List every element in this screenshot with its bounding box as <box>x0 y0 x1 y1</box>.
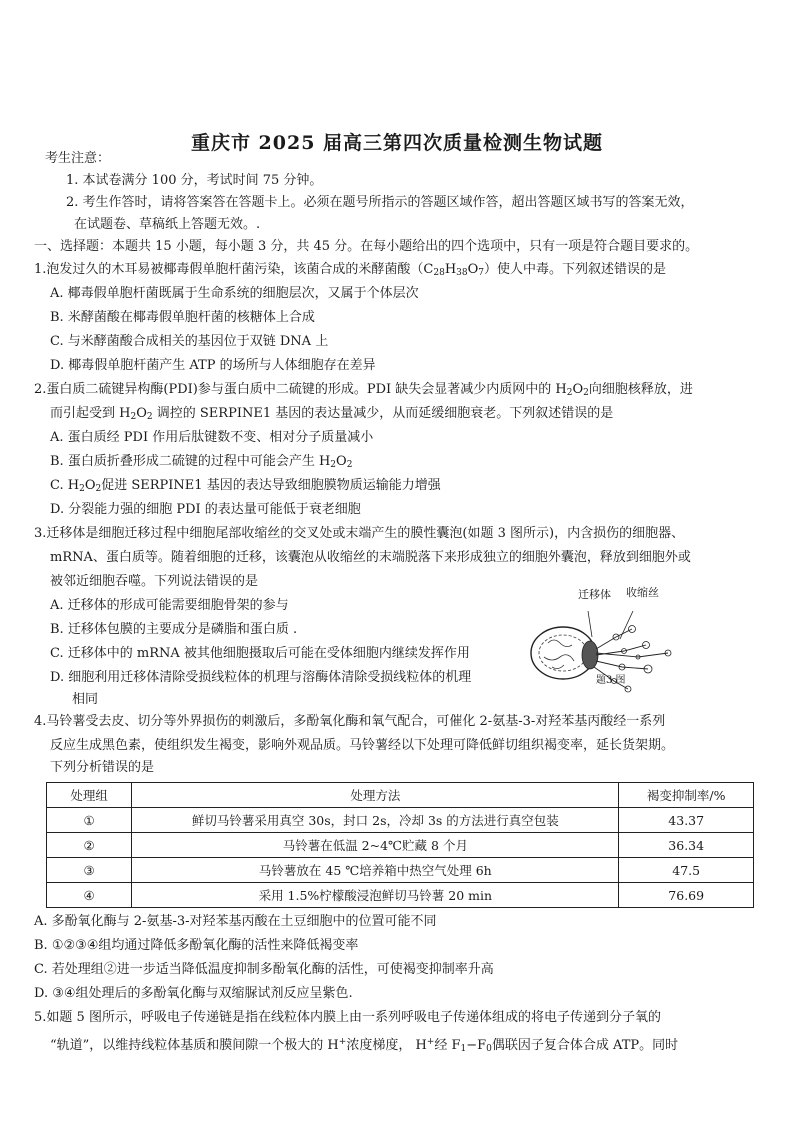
table-cell: 采用 1.5%柠檬酸浸泡鲜切马铃薯 20 min <box>132 883 619 908</box>
option-d-cont: 相同 <box>72 692 99 707</box>
table-cell: 马铃薯在低温 2~4℃贮藏 8 个月 <box>132 833 619 858</box>
notice-item: 在试题卷、草稿纸上答题无效。. <box>74 217 261 232</box>
table-cell: 76.69 <box>619 883 754 908</box>
option-b: B. 米酵菌酸在椰毒假单胞杆菌的核糖体上合成 <box>50 310 315 325</box>
question-2-stem-cont: 而引起受到 $H_2O_2$ 调控的 SERPINE1 基因的表达量减少，从而延缓细胞衰老。下列叙述错误的是 <box>50 406 614 422</box>
figure-label-migrasome: 迁移体 <box>578 588 611 601</box>
table-row <box>47 808 754 833</box>
option-a: A. 迁移体的形成可能需要细胞骨架的参与 <box>50 598 289 613</box>
option-d: D. ③④组处理后的多酚氧化酶与双缩脲试剂反应呈紫色. <box>34 986 353 1001</box>
question-1-stem: 1.泡发过久的木耳易被椰毒假单胞杆菌污染，该菌合成的米酵菌酸$(C_{28}H_{38}O_7)$使人中毒。下列叙述错误的是 <box>34 262 667 278</box>
option-c: C. 迁移体中的 mRNA 被其他细胞摄取后可能在受体细胞内继续发挥作用 <box>50 646 470 661</box>
question-3-stem: 3.迁移体是细胞迁移过程中细胞尾部收缩丝的交叉处或末端产生的膜性囊泡(如题 3 图所示)，内含损伤的细胞器、 <box>34 526 685 541</box>
option-b: B. 蛋白质折叠形成二硫键的过程中可能会产生 $H_2O_2$ <box>50 454 353 470</box>
treatment-table <box>46 782 754 908</box>
table-cell: 36.34 <box>619 833 754 858</box>
question-2-stem: 2.蛋白质二硫键异构酶(PDI)参与蛋白质中二硫键的形成。PDI 缺失会显著减少内质网中的 $H_2O_2$向细胞核释放，进 <box>34 382 693 398</box>
table-cell: ③ <box>47 858 132 883</box>
figure-label-retraction-fiber: 收缩丝 <box>626 586 659 599</box>
table-cell: 47.5 <box>619 858 754 883</box>
notice-item: 2. 考生作答时，请将答案答在答题卡上。必须在题号所指示的答题区域作答，超出答题区域书写的答案无效， <box>66 195 694 210</box>
table-row <box>47 833 754 858</box>
option-b: B. ①②③④组均通过降低多酚氧化酶的活性来降低褐变率 <box>34 938 359 953</box>
table-cell: ② <box>47 833 132 858</box>
question-4-stem: 4.马铃薯受去皮、切分等外界损伤的刺激后，多酚氧化酶和氧气配合，可催化 2-氨基-3-对羟苯基丙酸经一系列 <box>34 714 666 729</box>
table-cell: ① <box>47 808 132 833</box>
question-3-stem-cont: 被邻近细胞吞噬。下列说法错误的是 <box>50 574 259 589</box>
table-header: 褐变抑制率/% <box>619 783 754 808</box>
table-cell: ④ <box>47 883 132 908</box>
option-c: C. 若处理组②进一步适当降低温度抑制多酚氧化酶的活性，可使褐变抑制率升高 <box>34 962 494 977</box>
question-3-stem-cont: mRNA、蛋白质等。随着细胞的迁移，该囊泡从收缩丝的末端脱落下来形成独立的细胞外囊泡，释放到细胞外或 <box>50 550 691 565</box>
table-cell: 马铃薯放在 45 ℃培养箱中热空气处理 6h <box>132 858 619 883</box>
table-header: 处理方法 <box>132 783 619 808</box>
notice-heading: 考生注意： <box>45 151 111 166</box>
table-row <box>47 883 754 908</box>
page-title: 重庆市 2025 届高三第四次质量检测生物试题 <box>190 132 604 154</box>
option-d: D. 椰毒假单胞杆菌产生 ATP 的场所与人体细胞存在差异 <box>50 358 376 373</box>
figure-caption: 题3 图 <box>596 675 626 686</box>
table-cell: 鲜切马铃薯采用真空 30s，封口 2s，冷却 3s 的方法进行真空包装 <box>132 808 619 833</box>
notice-item: 1. 本试卷满分 100 分，考试时间 75 分钟。 <box>66 173 323 188</box>
option-b: B. 迁移体包膜的主要成分是磷脂和蛋白质 . <box>50 622 298 637</box>
option-a: A. 椰毒假单胞杆菌既属于生命系统的细胞层次，又属于个体层次 <box>50 286 419 301</box>
table-header: 处理组 <box>47 783 132 808</box>
section-heading: 一、选择题：本题共 15 小题，每小题 3 分，共 45 分。在每小题给出的四个选项中，只有一项是符合题目要求的。 <box>34 239 699 254</box>
question-5-stem: 5.如题 5 图所示，呼吸电子传递链是指在线粒体内膜上由一系列呼吸电子传递体组成的将电子传递到分子氧的 <box>34 1010 661 1025</box>
table-row <box>47 858 754 883</box>
question-5-stem-cont: “轨道”，以维持线粒体基质和膜间隙一个极大的 H+浓度梯度， H+经 $F_1-F_0$偶联因子复合体合成 ATP。同时 <box>50 1037 679 1054</box>
question-4-stem-cont: 反应生成黑色素，使组织发生褐变，影响外观品质。马铃薯经以下处理可降低鲜切组织褐变率，延长货架期。 <box>50 738 675 753</box>
option-c: C. 与米酵菌酸合成相关的基因位于双链 DNA 上 <box>50 334 329 349</box>
table-header-row <box>47 783 754 808</box>
table-cell: 43.37 <box>619 808 754 833</box>
option-c: C. $H_2O_2$促进 SERPINE1 基因的表达导致细胞膜物质运输能力增强 <box>50 478 441 494</box>
option-a: A. 多酚氧化酶与 2-氨基-3-对羟苯基丙酸在土豆细胞中的位置可能不同 <box>34 914 437 929</box>
option-a: A. 蛋白质经 PDI 作用后肽键数不变、相对分子质量减小 <box>50 430 374 445</box>
option-d: D. 分裂能力强的细胞 PDI 的表达量可能低于衰老细胞 <box>50 502 361 517</box>
option-d: D. 细胞利用迁移体清除受损线粒体的机理与溶酶体清除受损线粒体的机理 <box>50 670 472 685</box>
question-4-stem-cont: 下列分析错误的是 <box>50 760 155 775</box>
